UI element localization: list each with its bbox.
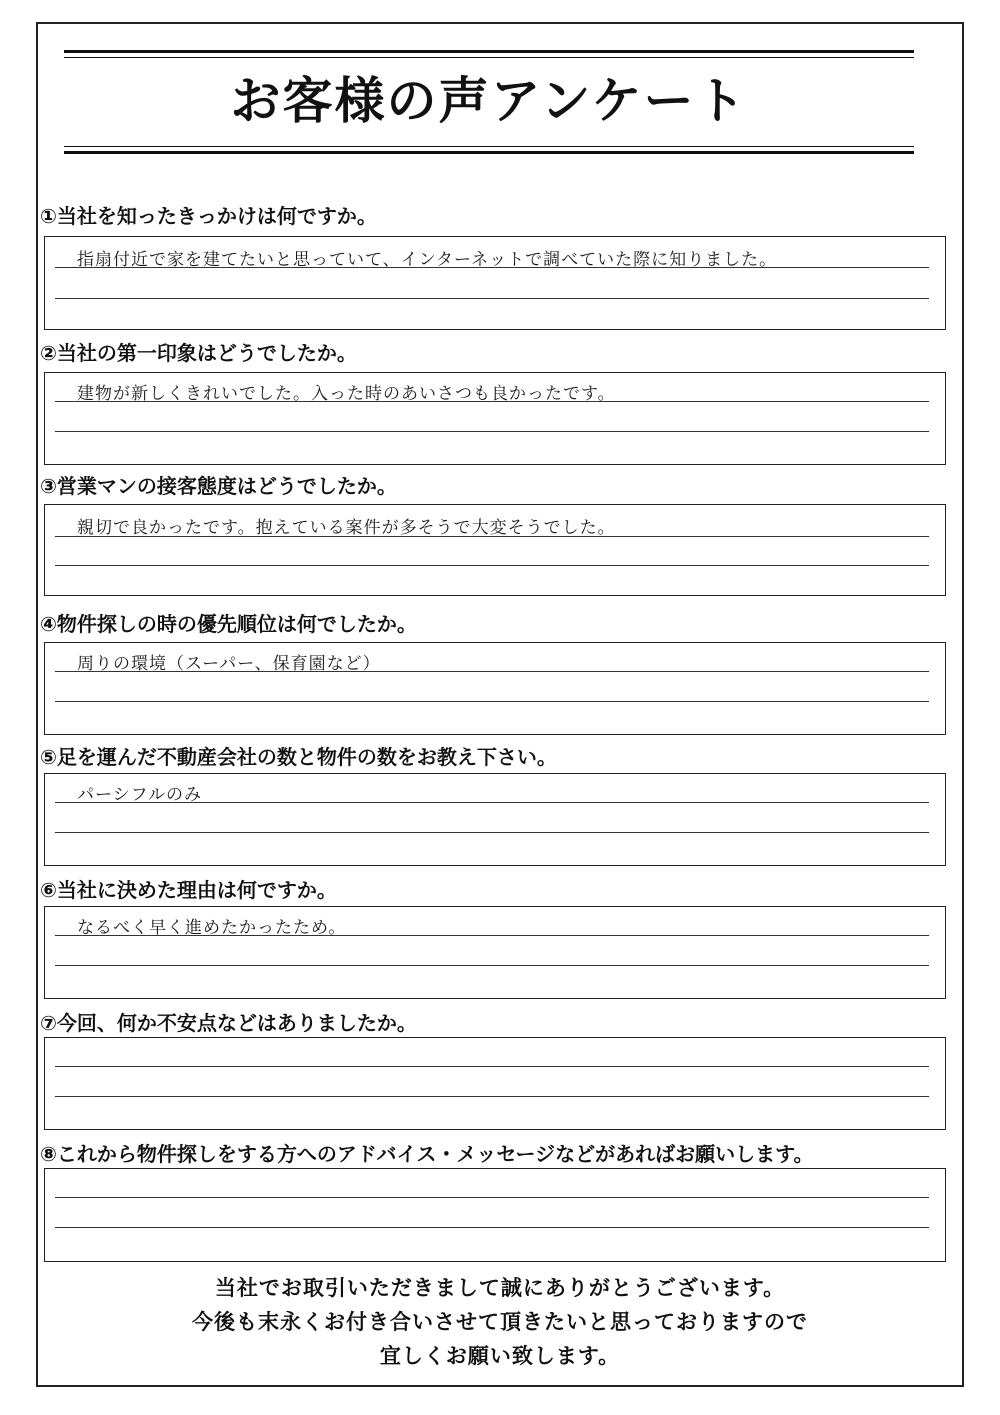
closing-line-2: 今後も末永くお付き合いさせて頂きたいと思っておりますので bbox=[192, 1309, 808, 1334]
answer-line bbox=[55, 1227, 929, 1228]
answer-line bbox=[55, 832, 929, 833]
closing-line-1: 当社でお取引いただきまして誠にありがとうございます。 bbox=[214, 1275, 786, 1300]
answer-3-text: 親切で良かったです。抱えている案件が多そうで大変そうでした。 bbox=[77, 518, 616, 538]
question-2-label: ②当社の第一印象はどうでしたか。 bbox=[40, 341, 357, 365]
answer-line bbox=[55, 1066, 929, 1067]
answer-line bbox=[55, 965, 929, 966]
question-5-label: ⑤足を運んだ不動産会社の数と物件の数をお教え下さい。 bbox=[40, 745, 557, 769]
answer-line bbox=[55, 935, 929, 936]
answer-box-7 bbox=[44, 1037, 946, 1130]
answer-1-text: 指扇付近で家を建てたいと思っていて、インターネットで調べていた際に知りました。 bbox=[77, 250, 778, 270]
answer-line bbox=[55, 802, 929, 803]
answer-line bbox=[55, 401, 929, 402]
question-4-label: ④物件探しの時の優先順位は何でしたか。 bbox=[40, 612, 417, 636]
answer-line bbox=[55, 565, 929, 566]
answer-line bbox=[55, 431, 929, 432]
answer-box-5 bbox=[44, 773, 946, 866]
question-6-label: ⑥当社に決めた理由は何ですか。 bbox=[40, 878, 337, 902]
answer-line bbox=[55, 1096, 929, 1097]
title-rule-top-thin bbox=[64, 57, 914, 58]
question-3-label: ③営業マンの接客態度はどうでしたか。 bbox=[40, 474, 397, 498]
title-rule-bottom-thin bbox=[64, 146, 914, 147]
answer-6-text: なるべく早く進めたかったため。 bbox=[77, 918, 347, 938]
answer-box-4 bbox=[44, 642, 946, 735]
page-title: お客様の声アンケート bbox=[230, 72, 748, 130]
answer-line bbox=[55, 298, 929, 299]
question-1-label: ①当社を知ったきっかけは何ですか。 bbox=[40, 204, 377, 228]
answer-line bbox=[55, 671, 929, 672]
answer-line bbox=[55, 267, 929, 268]
answer-line bbox=[55, 701, 929, 702]
title-rule-top bbox=[64, 50, 914, 53]
answer-box-2 bbox=[44, 372, 946, 465]
answer-box-8 bbox=[44, 1168, 946, 1262]
answer-box-1 bbox=[44, 236, 946, 330]
question-7-label: ⑦今回、何か不安点などはありましたか。 bbox=[40, 1011, 417, 1035]
answer-4-text: 周りの環境（スーパー、保育園など） bbox=[77, 654, 381, 674]
answer-box-3 bbox=[44, 504, 946, 596]
answer-2-text: 建物が新しくきれいでした。入った時のあいさつも良かったです。 bbox=[77, 384, 616, 404]
question-8-label: ⑧これから物件探しをする方へのアドバイス・メッセージなどがあればお願いします。 bbox=[40, 1142, 814, 1166]
answer-box-6 bbox=[44, 906, 946, 999]
closing-line-3: 宜しくお願い致します。 bbox=[379, 1343, 621, 1368]
title-rule-bottom bbox=[64, 151, 914, 154]
answer-line bbox=[55, 536, 929, 537]
answer-5-text: パーシフルのみ bbox=[77, 785, 202, 805]
answer-line bbox=[55, 1197, 929, 1198]
